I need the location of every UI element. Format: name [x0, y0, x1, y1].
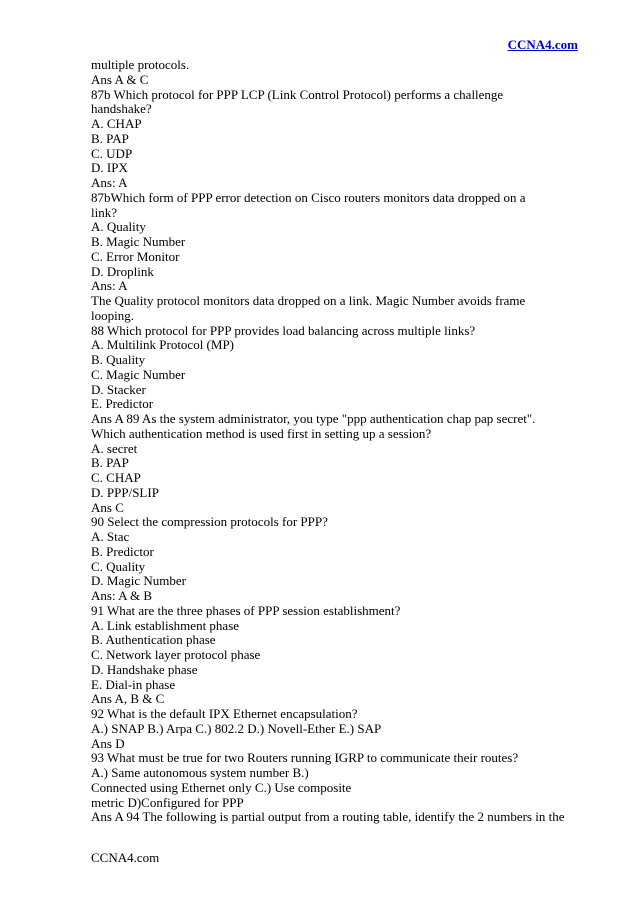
text-line: A. CHAP: [91, 116, 142, 131]
text-line: 87bWhich form of PPP error detection on Cisco routers monitors data dropped on a: [91, 189, 526, 205]
text-line: Ans: A & B: [91, 588, 153, 603]
text-line: A.) SNAP B.) Arpa C.) 802.2 D.) Novell-Ether E.) SAP: [91, 720, 382, 736]
text-line: 87b Which protocol for PPP LCP (Link Control Protocol) performs a challenge: [91, 86, 504, 102]
header-site-link[interactable]: CCNA4.com: [507, 37, 578, 52]
text-line: A. Link establishment phase: [91, 617, 240, 633]
text-line: Connected using Ethernet only C.) Use composite: [91, 779, 352, 795]
text-line: link?: [91, 204, 117, 220]
text-line: 88 Which protocol for PPP provides load balancing across multiple links?: [91, 322, 476, 338]
text-line: B. Predictor: [91, 543, 154, 559]
text-line: The Quality protocol monitors data dropped on a link. Magic Number avoids frame: [91, 293, 526, 308]
text-line: C. UDP: [91, 145, 133, 161]
text-line: Ans A, B & C: [91, 691, 165, 707]
text-line: D. Handshake phase: [91, 661, 198, 677]
text-line: Ans A 94 The following is partial output from a routing table, identify the 2 numbers in the: [91, 809, 565, 825]
text-line: E. Dial-in phase: [91, 676, 176, 692]
text-line: B. Authentication phase: [91, 632, 216, 648]
text-line: C. Network layer protocol phase: [91, 647, 261, 662]
text-line: Ans: A: [91, 175, 128, 190]
text-line: C. Magic Number: [91, 366, 186, 382]
text-line: B. PAP: [91, 130, 129, 146]
text-line: C. CHAP: [91, 470, 141, 485]
text-line: A. secret: [91, 440, 138, 456]
text-line: Ans: A: [91, 278, 128, 294]
text-line: Ans C: [91, 499, 124, 515]
text-line: 93 What must be true for two Routers running IGRP to communicate their routes?: [91, 750, 519, 766]
text-line: B. PAP: [91, 455, 129, 471]
text-line: metric D)Configured for PPP: [91, 794, 244, 810]
text-line: Which authentication method is used first in setting up a session?: [91, 425, 432, 441]
text-line: E. Predictor: [91, 396, 154, 412]
text-line: Ans A & C: [91, 71, 149, 87]
text-line: A.) Same autonomous system number B.): [91, 765, 309, 780]
text-line: A. Stac: [91, 529, 130, 544]
text-line: B. Quality: [91, 352, 146, 367]
document-body: [91, 58, 591, 825]
text-line: C. Quality: [91, 558, 146, 574]
text-line: A. Multilink Protocol (MP): [91, 337, 235, 353]
text-line: 92 What is the default IPX Ethernet encapsulation?: [91, 706, 358, 721]
text-line: D. Magic Number: [91, 573, 186, 589]
text-line: A. Quality: [91, 219, 146, 235]
footer-site-name: CCNA4.com: [91, 850, 160, 865]
text-line: 90 Select the compression protocols for PPP?: [91, 514, 328, 530]
text-line: D. PPP/SLIP: [91, 484, 159, 500]
text-line: Ans D: [91, 735, 125, 751]
text-line: D. Droplink: [91, 263, 154, 279]
text-line: handshake?: [91, 101, 152, 117]
text-line: C. Error Monitor: [91, 248, 180, 264]
text-line: looping.: [91, 307, 134, 323]
text-line: B. Magic Number: [91, 234, 186, 249]
text-line: 91 What are the three phases of PPP session establishment?: [91, 602, 401, 618]
text-line: D. IPX: [91, 160, 128, 176]
text-line: Ans A 89 As the system administrator, you type "ppp authentication chap pap secret".: [91, 411, 536, 426]
text-line: multiple protocols.: [91, 57, 190, 72]
text-line: D. Stacker: [91, 381, 146, 397]
